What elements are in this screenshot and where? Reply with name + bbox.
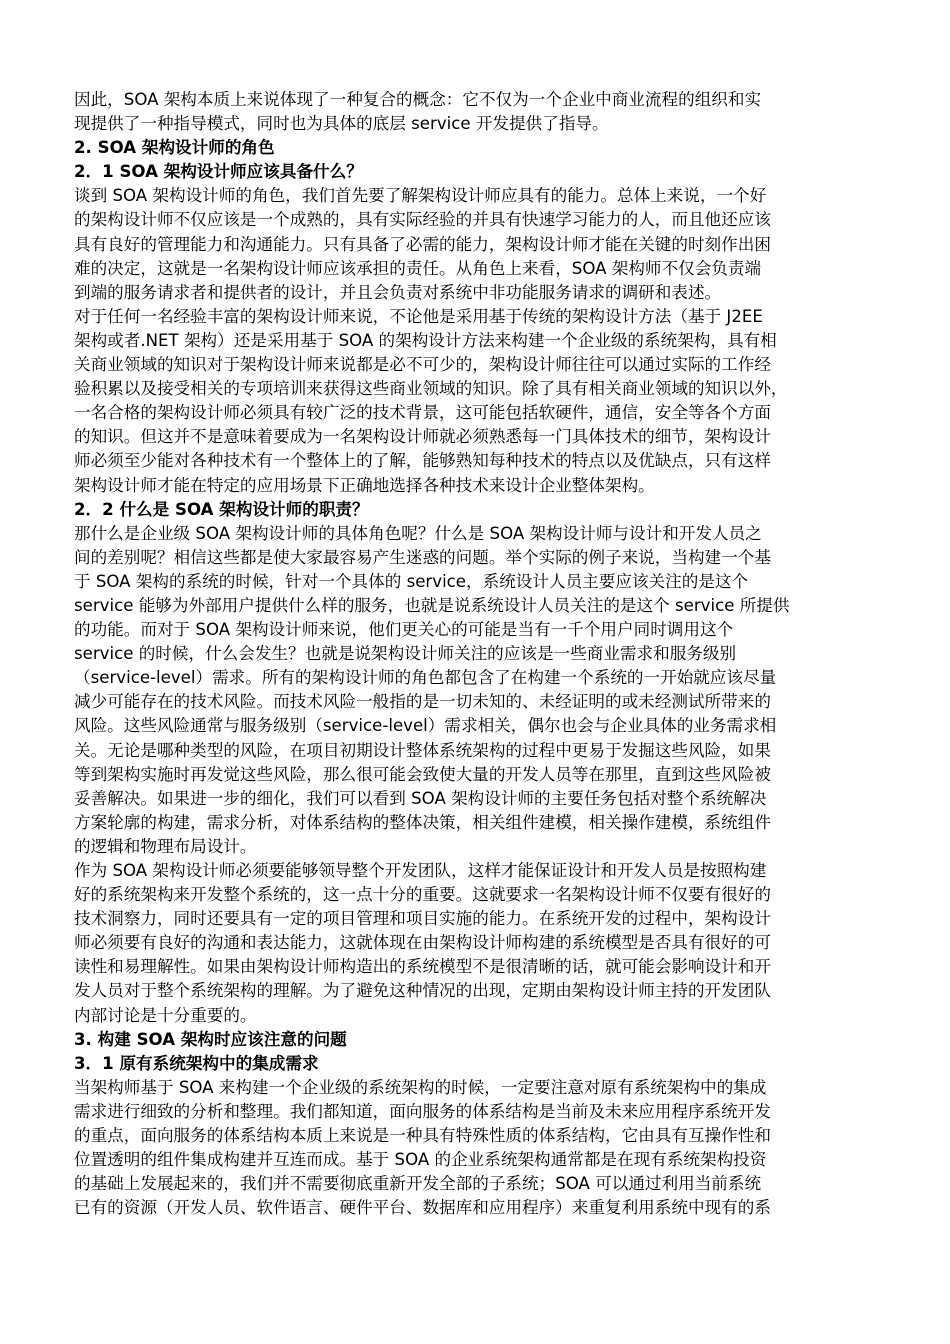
paragraph-line: 的功能。而对于 SOA 架构设计师来说，他们更关心的可能是当有一千个用户同时调用这个 bbox=[74, 620, 734, 640]
paragraph-line: 需求进行细致的分析和整理。我们都知道，面向服务的体系结构是当前及未来应用程序系统开发 bbox=[74, 1101, 771, 1121]
section-heading: 2．1 SOA 架构设计师应该具备什么？ bbox=[74, 162, 363, 182]
paragraph-line: 技术洞察力，同时还要具有一定的项目管理和项目实施的能力。在系统开发的过程中，架构设计 bbox=[74, 909, 771, 929]
paragraph-line: 的基础上发展起来的，我们并不需要彻底重新开发全部的子系统；SOA 可以通过利用当前系统 bbox=[74, 1174, 762, 1194]
paragraph-line: service 的时候，什么会发生？也就是说架构设计师关注的应该是一些商业需求和服务级别 bbox=[74, 644, 737, 664]
paragraph-line: 验积累以及接受相关的专项培训来获得这些商业领域的知识。除了具有相关商业领域的知识以外， bbox=[74, 379, 788, 399]
paragraph-line: （service-level）需求。所有的架构设计师的角色都包含了在构建一个系统的一开始就应该尽量 bbox=[74, 668, 777, 688]
paragraph-line: service 能够为外部用户提供什么样的服务，也就是说系统设计人员关注的是这个 service 所提供 bbox=[74, 595, 790, 615]
paragraph-line: 发人员对于整个系统架构的理解。为了避免这种情况的出现，定期由架构设计师主持的开发团队 bbox=[74, 981, 771, 1001]
paragraph-line: 减少可能存在的技术风险。而技术风险一般指的是一切未知的、未经证明的或未经测试所带来的 bbox=[74, 692, 771, 712]
paragraph-line: 到端的服务请求者和提供者的设计，并且会负责对系统中非功能服务请求的调研和表述。 bbox=[74, 282, 722, 302]
paragraph-line: 那什么是企业级 SOA 架构设计师的具体角色呢？什么是 SOA 架构设计师与设计和开发人员之 bbox=[74, 523, 762, 543]
paragraph-line: 风险。这些风险通常与服务级别（service-level）需求相关，偶尔也会与企业具体的业务需求相 bbox=[74, 716, 777, 736]
paragraph-line: 好的系统架构来开发整个系统的，这一点十分的重要。这就要求一名架构设计师不仅要有很好的 bbox=[74, 885, 771, 905]
section-heading: 2．2 什么是 SOA 架构设计师的职责？ bbox=[74, 499, 369, 519]
paragraph-line: 师必须要有良好的沟通和表达能力，这就体现在由架构设计师构建的系统模型是否具有很好的可 bbox=[74, 933, 771, 953]
paragraph-line: 已有的资源（开发人员、软件语言、硬件平台、数据库和应用程序）来重复利用系统中现有的系 bbox=[74, 1198, 771, 1218]
paragraph-line: 现提供了一种指导模式，同时也为具体的底层 service 开发提供了指导。 bbox=[74, 114, 609, 134]
paragraph-line: 架构或者.NET 架构）还是采用基于 SOA 的架构设计方法来构建一个企业级的系统架构，具有相 bbox=[74, 330, 777, 350]
paragraph-line: 的架构设计师不仅应该是一个成熟的，具有实际经验的并具有快速学习能力的人，而且他还应该 bbox=[74, 210, 771, 230]
paragraph-line: 方案轮廓的构建，需求分析，对体系结构的整体决策，相关组件建模，相关操作建模，系统组件 bbox=[74, 812, 771, 832]
paragraph-line: 因此，SOA 架构本质上来说体现了一种复合的概念：它不仅为一个企业中商业流程的组织和实 bbox=[74, 90, 762, 109]
paragraph-line: 的知识。但这并不是意味着要成为一名架构设计师就必须熟悉每一门具体技术的细节，架构设计 bbox=[74, 427, 771, 447]
paragraph-line: 作为 SOA 架构设计师必须要能够领导整个开发团队，这样才能保证设计和开发人员是按照构建 bbox=[74, 861, 767, 880]
paragraph-line: 架构设计师才能在特定的应用场景下正确地选择各种技术来设计企业整体架构。 bbox=[74, 475, 655, 495]
section-heading: 2. SOA 架构设计师的角色 bbox=[74, 138, 275, 158]
paragraph-line: 一名合格的架构设计师必须具有较广泛的技术背景，这可能包括软硬件，通信，安全等各个方面 bbox=[74, 403, 771, 423]
paragraph-line: 具有良好的管理能力和沟通能力。只有具备了必需的能力，架构设计师才能在关键的时刻作出困 bbox=[74, 234, 771, 254]
paragraph-line: 内部讨论是十分重要的。 bbox=[74, 1005, 257, 1025]
paragraph-line: 妥善解决。如果进一步的细化，我们可以看到 SOA 架构设计师的主要任务包括对整个系统解决 bbox=[74, 788, 767, 808]
section-heading: 3. 构建 SOA 架构时应该注意的问题 bbox=[74, 1029, 347, 1049]
paragraph-line: 关商业领域的知识对于架构设计师来说都是必不可少的，架构设计师往往可以通过实际的工作经 bbox=[74, 355, 771, 375]
document-body bbox=[74, 88, 880, 1220]
paragraph-line: 于 SOA 架构的系统的时候，针对一个具体的 service，系统设计人员主要应该关注的是这个 bbox=[74, 571, 749, 591]
paragraph-line: 位置透明的组件集成构建并互连而成。基于 SOA 的企业系统架构通常都是在现有系统架构投资 bbox=[74, 1150, 767, 1170]
paragraph-line: 读性和易理解性。如果由架构设计师构造出的系统模型不是很清晰的话，就可能会影响设计和开 bbox=[74, 957, 771, 977]
paragraph-line: 的逻辑和物理布局设计。 bbox=[74, 836, 257, 856]
paragraph-line: 的重点，面向服务的体系结构本质上来说是一种具有特殊性质的体系结构，它由具有互操作性和 bbox=[74, 1126, 771, 1146]
paragraph-line: 等到架构实施时再发觉这些风险，那么很可能会致使大量的开发人员等在那里，直到这些风险被 bbox=[74, 764, 771, 784]
paragraph-line: 关。无论是哪种类型的风险，在项目初期设计整体系统架构的过程中更易于发掘这些风险，如果 bbox=[74, 740, 771, 760]
paragraph-line: 对于任何一名经验丰富的架构设计师来说，不论他是采用基于传统的架构设计方法（基于 J2EE bbox=[74, 306, 763, 326]
paragraph-line: 师必须至少能对各种技术有一个整体上的了解，能够熟知每种技术的特点以及优缺点，只有这样 bbox=[74, 451, 771, 471]
paragraph-line: 谈到 SOA 架构设计师的角色，我们首先要了解架构设计师应具有的能力。总体上来说，一个好 bbox=[74, 186, 767, 206]
paragraph-line: 间的差别呢？相信这些都是使大家最容易产生迷惑的问题。举个实际的例子来说，当构建一个基 bbox=[74, 547, 771, 567]
section-heading: 3．1 原有系统架构中的集成需求 bbox=[74, 1053, 319, 1073]
paragraph-line: 难的决定，这就是一名架构设计师应该承担的责任。从角色上来看，SOA 架构师不仅会负责端 bbox=[74, 258, 762, 278]
paragraph-line: 当架构师基于 SOA 来构建一个企业级的系统架构的时候，一定要注意对原有系统架构中的集成 bbox=[74, 1077, 767, 1097]
